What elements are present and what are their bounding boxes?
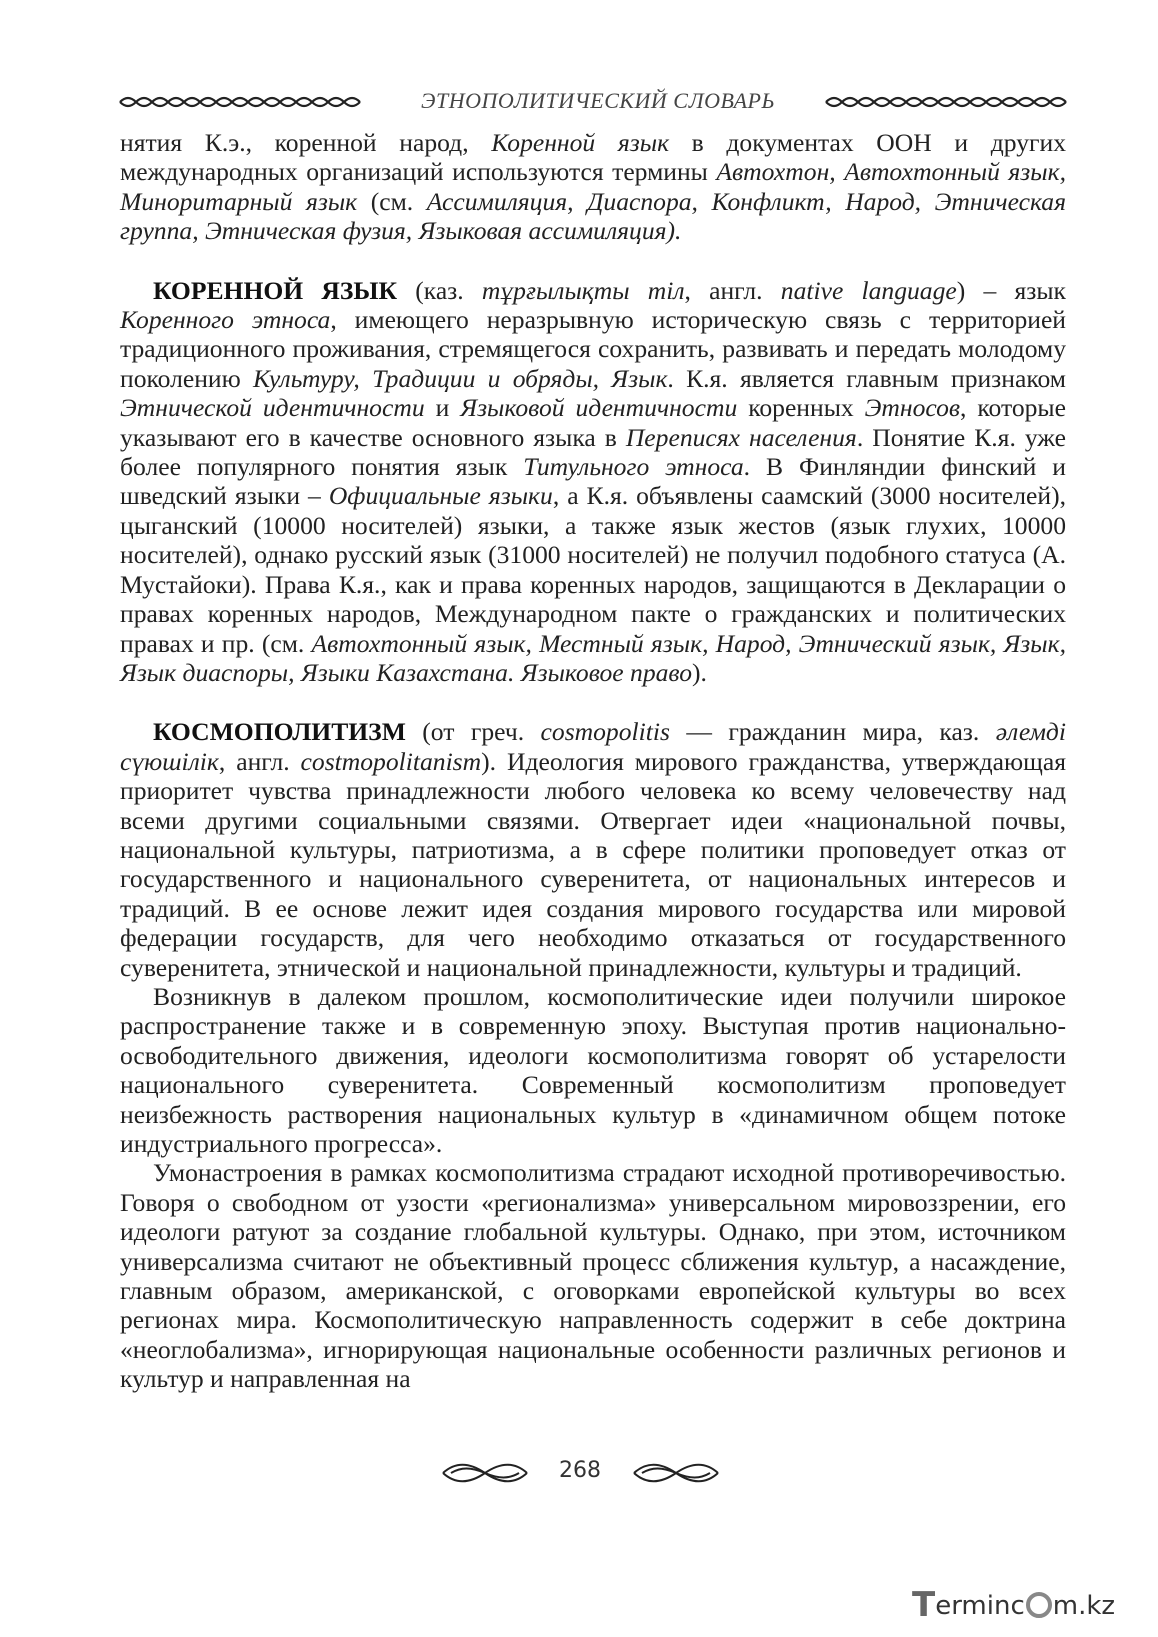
entry-term: КОРЕННОЙ ЯЗЫК — [153, 275, 398, 305]
paragraph: Умонастроения в рамках космополитизма страдают исходной противоречивостью. Говоря о свободном от узости «регионализма» универсальном мировоззрении, его идеологи ратуют за создание глобальной культуры. Однако, при этом, источником универсализма считают не объективный процесс сближения культур, а насаждение, главным образом, американской, с оговорками европейской культуры во всех регионах мира. Космополитическую направленность содержит в себе доктрина «неоглобализма», игнорирующая национальные особенности различных регионов и культур и направленная на — [120, 1158, 1066, 1394]
swirl-ornament-icon — [632, 1460, 720, 1486]
swirl-ornament-icon — [441, 1460, 529, 1486]
entry-term: КОСМОПОЛИТИЗМ — [153, 717, 406, 747]
kazakh-ornament-icon — [818, 92, 1068, 112]
paragraph: Возникнув в далеком прошлом, космополитические идеи получили широкое распространение также и в современную эпоху. Выступая против национально-освободительного движения, идеологи космополитизма говорят об устарелости национального суверенитета. Современный космополитизм проповедует неизбежность растворения национальных культур в «динамичном общем потоке индустриального прогресса». — [120, 981, 1066, 1158]
termincom-watermark: Terminc m.kz — [912, 1585, 1116, 1625]
header-title: ЭТНОПОЛИТИЧЕСКИЙ СЛОВАРЬ — [421, 88, 775, 113]
page-number: 268 — [559, 1458, 601, 1483]
continuation-paragraph: нятия К.э., коренной народ, Коренной язык в документах ООН и других международных организаций используются термины Автохтон, Автохтонный язык, Миноритарный язык (см. Ассимиляция, Диаспора, Конфликт, Народ, Этническая группа, Этническая фузия, Языковая ассимиляция). — [120, 128, 1067, 246]
entry-kosmopolitizm: КОСМОПОЛИТИЗМ (от греч. cosmopolitis — гражданин мира, каз. әлемді сүюшілік, англ. costmopolitanism). Идеология мирового гражданства, утверждающая приоритет чувства принадлежности любого человека ко всему человечеству над всеми другими социальными связями. Отвергает идеи «национальной почвы, национальной культуры, патриотизма, а в сфере политики проповедует отказ от государственного и национального суверенитета, от национальных интересов и традиций. В ее основе лежит идея создания мирового государства или мировой федерации государств, для чего необходимо отказаться от государственного суверенитета, этнической и национальной принадлежности, культуры и традиций. — [120, 717, 1066, 982]
page-footer — [0, 1452, 1158, 1492]
circle-o-icon — [1026, 1592, 1052, 1618]
kazakh-ornament-icon — [118, 92, 368, 112]
running-header — [118, 88, 1068, 114]
page-body — [120, 128, 1066, 1394]
entry-korennoy-yazyk: КОРЕННОЙ ЯЗЫК (каз. тұрғылықты тіл, англ. native language) – язык Коренного этноса, имеющего неразрывную историческую связь с территорией традиционного проживания, стремящегося сохранить, развивать и передать молодому поколению Культуру, Традиции и обряды, Язык. К.я. является главным признаком Этнической идентичности и Языковой идентичности коренных Этносов, которые указывают его в качестве основного языка в Переписях населения. Понятие К.я. уже более популярного понятия язык Титульного этноса. В Финляндии финский и шведский языки – Официальные языки, а К.я. объявлены саамский (3000 носителей), цыганский (10000 носителей) языки, а также язык жестов (язык глухих, 10000 носителей), однако русский язык (31000 носителей) не получил подобного статуса (А. Мустайоки). Права К.я., как и права коренных народов, защищаются в Декларации о правах коренных народов, Международном пакте о гражданских и политических правах и пр. (см. Автохтонный язык, Местный язык, Народ, Этнический язык, Язык, Язык диаспоры, Языки Казахстана. Языковое право). — [120, 275, 1067, 687]
